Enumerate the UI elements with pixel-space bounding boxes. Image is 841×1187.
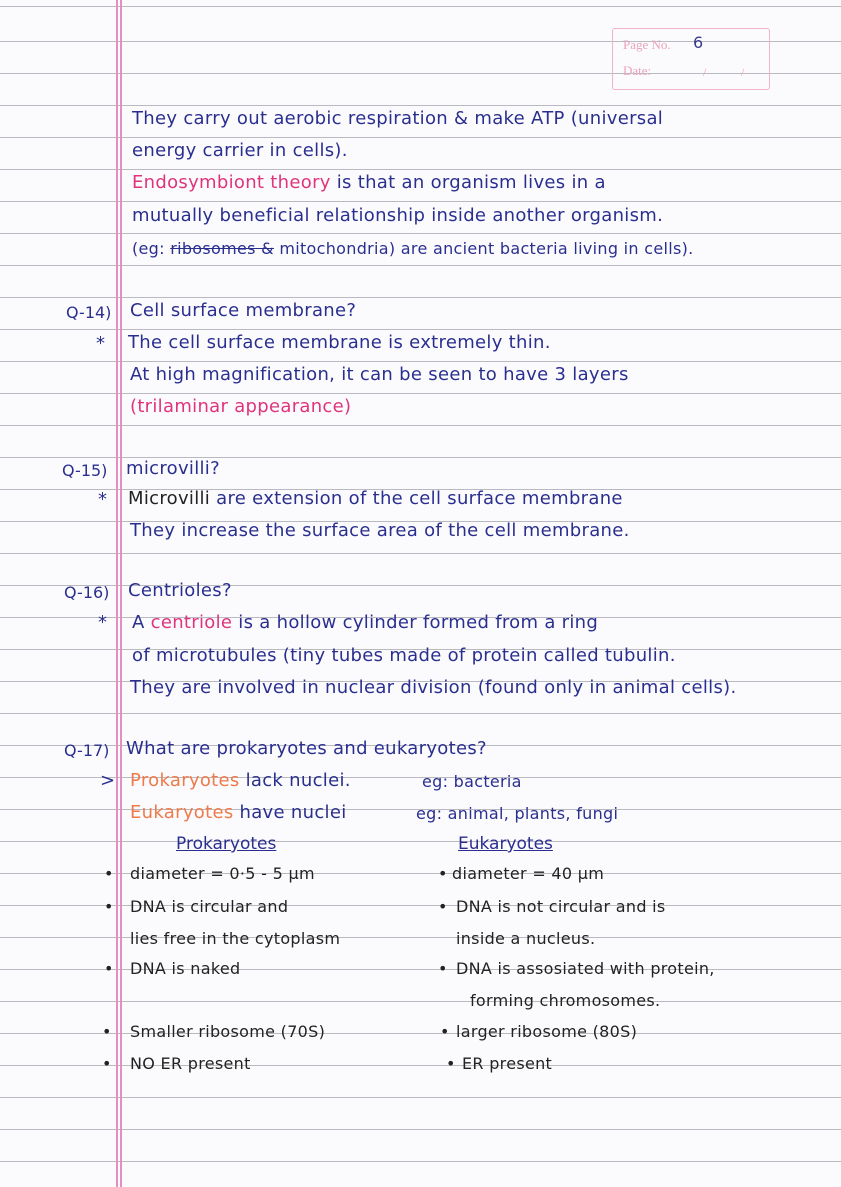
bullet: • — [104, 897, 114, 916]
answer-line — [130, 770, 351, 791]
prokaryotes-term: Prokaryotes — [130, 770, 240, 791]
page-number: 6 — [693, 33, 704, 52]
eukaryote-example: eg: animal, plants, fungi — [416, 804, 619, 823]
bullet: • — [104, 864, 114, 883]
intro-line-1: They carry out aerobic respiration & make ATP (universal — [132, 108, 664, 129]
intro-line-4: mutually beneficial relationship inside another organism. — [132, 205, 664, 226]
intro-line-5 — [132, 239, 694, 258]
answer-line: The cell surface membrane is extremely thin. — [128, 332, 551, 353]
answer-line: They are involved in nuclear division (found only in animal cells). — [130, 677, 737, 698]
arrow-mark: > — [100, 770, 116, 791]
date-slash: / — [741, 65, 745, 79]
answer-line — [128, 488, 623, 509]
question-title: Centrioles? — [128, 580, 232, 601]
eukaryotes-term: Eukaryotes — [130, 802, 234, 823]
bullet: • — [438, 959, 448, 978]
page-number-label: Page No. — [623, 37, 671, 52]
star-mark: * — [96, 333, 105, 354]
bullet: • — [438, 897, 448, 916]
date-slash: / — [703, 65, 707, 79]
answer-line-rest: is a hollow cylinder formed from a ring — [232, 612, 599, 633]
bullet: • — [102, 1054, 112, 1073]
endosymbiont-term: Endosymbiont theory — [132, 172, 331, 193]
eukaryote-item: larger ribosome (80S) — [456, 1022, 638, 1041]
eukaryote-item: ER present — [462, 1054, 553, 1073]
eukaryote-item: diameter = 40 μm — [452, 864, 605, 883]
answer-line-rest: have nuclei — [233, 802, 347, 823]
prokaryote-item-text: Smaller ribosome (70S) — [130, 1022, 326, 1041]
prokaryote-item: lies free in the cytoplasm — [130, 929, 341, 948]
answer-line-rest: are extension of the cell surface membrane — [210, 488, 623, 509]
answer-line: of microtubules (tiny tubes made of protein called tubulin. — [132, 645, 676, 666]
star-mark: * — [98, 489, 107, 510]
answer-line: They increase the surface area of the cell membrane. — [130, 520, 630, 541]
date-label: Date: — [623, 63, 652, 78]
bullet: • — [102, 1022, 112, 1041]
answer-line — [130, 802, 347, 823]
question-number: Q-17) — [64, 741, 110, 760]
question-title: What are prokaryotes and eukaryotes? — [126, 738, 487, 759]
eukaryote-item: DNA is not circular and is — [456, 897, 666, 916]
prokaryote-item: diameter = 0·5 - 5 μm — [130, 864, 315, 883]
question-title: Cell surface membrane? — [130, 300, 357, 321]
intro-line-3-rest: is that an organism lives in a — [330, 172, 606, 193]
answer-line: At high magnification, it can be seen to have 3 layers — [130, 364, 629, 385]
question-number: Q-15) — [62, 461, 108, 480]
prokaryotes-column-header: Prokaryotes — [176, 834, 277, 854]
answer-line-rest: lack nuclei. — [239, 770, 351, 791]
eukaryote-item: DNA is assosiated with protein, — [456, 959, 715, 978]
eukaryote-item: forming chromosomes. — [470, 991, 661, 1010]
prokaryote-example: eg: bacteria — [422, 772, 522, 791]
answer-line — [132, 612, 598, 633]
prokaryote-item: NO ER present — [130, 1054, 251, 1073]
question-title: microvilli? — [126, 458, 220, 479]
centriole-term: centriole — [150, 612, 233, 633]
intro-line-5-post: mitochondria) are ancient bacteria living in cells). — [273, 239, 694, 258]
prokaryote-item — [130, 1022, 325, 1041]
intro-line-5-pre: (eg: — [132, 239, 171, 258]
star-mark: * — [98, 612, 107, 633]
answer-line: (trilaminar appearance) — [130, 396, 352, 417]
eukaryote-item: inside a nucleus. — [456, 929, 596, 948]
bullet: • — [440, 1022, 450, 1041]
bullet: • — [104, 959, 114, 978]
struck-text: ribosomes & — [170, 239, 274, 258]
answer-line-pre: A — [132, 612, 151, 633]
question-number: Q-14) — [66, 303, 112, 322]
intro-line-3 — [132, 172, 606, 193]
page-stamp — [612, 28, 770, 90]
eukaryotes-column-header: Eukaryotes — [458, 834, 553, 854]
microvilli-term: Microvilli — [128, 488, 211, 509]
margin-line — [120, 0, 122, 1187]
bullet: • — [438, 864, 448, 883]
margin-line — [116, 0, 118, 1187]
prokaryote-item: DNA is circular and — [130, 897, 289, 916]
intro-line-2: energy carrier in cells). — [132, 140, 348, 161]
bullet: • — [446, 1054, 456, 1073]
prokaryote-item: DNA is naked — [130, 959, 241, 978]
question-number: Q-16) — [64, 583, 110, 602]
